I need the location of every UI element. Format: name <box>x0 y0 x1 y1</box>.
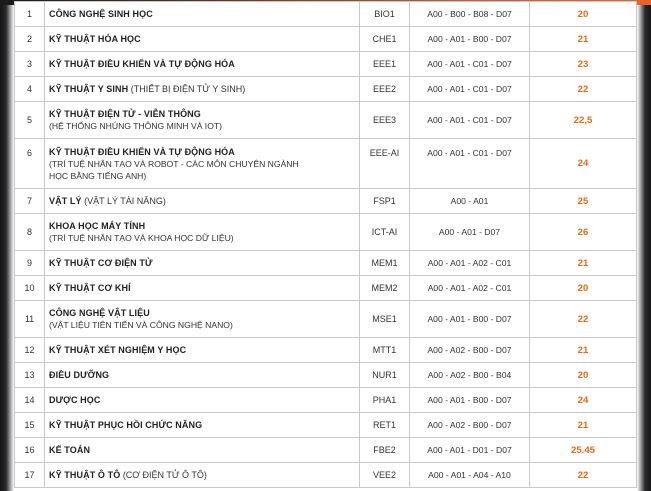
cutoff-score: 20 <box>530 276 637 301</box>
row-number: 10 <box>15 276 45 301</box>
row-number: 5 <box>15 102 45 139</box>
row-number: 8 <box>15 214 45 251</box>
subject-combinations: A00 - A01 - C01 - D07 <box>410 102 530 139</box>
major-code: RET1 <box>360 413 410 438</box>
subject-combinations: A00 - A01 <box>410 189 530 214</box>
major-code: FBE2 <box>360 438 410 463</box>
major-code: NUR1 <box>360 363 410 388</box>
major-code: MTT1 <box>360 338 410 363</box>
subject-combinations: A00 - A02 - B00 - D07 <box>410 338 530 363</box>
cutoff-score: 21 <box>530 27 637 52</box>
major-code: BIO1 <box>360 2 410 27</box>
major-name <box>45 438 360 463</box>
major-title: KỸ THUẬT ĐIỀU KHIỂN VÀ TỰ ĐỘNG HÓA <box>49 146 235 157</box>
cutoff-score: 21 <box>530 251 637 276</box>
major-code: EEE3 <box>360 102 410 139</box>
major-title: KỸ THUẬT ĐIỀU KHIỂN VÀ TỰ ĐỘNG HÓA <box>49 59 235 69</box>
subject-combinations: A00 - A01 - A02 - C01 <box>410 276 530 301</box>
table-row <box>15 214 637 251</box>
major-title: KỸ THUẬT XÉT NGHIỆM Y HỌC <box>49 345 187 355</box>
table-row <box>15 363 637 388</box>
row-number: 16 <box>15 438 45 463</box>
major-name <box>45 27 360 52</box>
subject-combinations: A00 - A01 - A02 - C01 <box>410 251 530 276</box>
cutoff-score: 20 <box>530 363 637 388</box>
table-row <box>15 27 637 52</box>
cutoff-score: 24 <box>530 139 637 189</box>
row-number: 1 <box>15 2 45 27</box>
subject-combinations: A00 - A01 - C01 - D07 <box>410 52 530 77</box>
major-specialization: (VẬT LÝ TÀI NĂNG) <box>84 196 166 206</box>
cutoff-score: 25.45 <box>530 438 637 463</box>
table-row <box>15 102 637 139</box>
major-name <box>45 463 360 488</box>
major-name <box>45 251 360 276</box>
row-number: 4 <box>15 77 45 102</box>
major-name <box>45 214 360 251</box>
major-name <box>45 102 360 139</box>
major-title: KỸ THUẬT HÓA HỌC <box>49 34 141 44</box>
subject-combinations: A00 - B00 - B08 - D07 <box>410 2 530 27</box>
major-name <box>45 189 360 214</box>
major-name <box>45 52 360 77</box>
table-row <box>15 2 637 27</box>
major-specialization-cont: HỌC BẰNG TIẾNG ANH) <box>49 170 147 181</box>
major-title: VẬT LÝ <box>49 196 82 206</box>
table-row <box>15 139 637 189</box>
subject-combinations: A00 - A01 - B00 - D07 <box>410 27 530 52</box>
major-code: FSP1 <box>360 189 410 214</box>
major-name <box>45 139 360 189</box>
subject-combinations: A00 - A02 - B00 - B04 <box>410 363 530 388</box>
cutoff-score: 24 <box>530 388 637 413</box>
major-code: EEE2 <box>360 77 410 102</box>
row-number: 2 <box>15 27 45 52</box>
major-title: CÔNG NGHỆ SINH HỌC <box>49 9 153 19</box>
row-number: 6 <box>15 139 45 189</box>
table-row <box>15 388 637 413</box>
major-name <box>45 301 360 338</box>
subject-combinations: A00 - A01 - C01 - D07 <box>410 139 530 189</box>
subject-combinations: A00 - A01 - B00 - D07 <box>410 301 530 338</box>
table-row <box>15 52 637 77</box>
cutoff-score: 25 <box>530 189 637 214</box>
major-name <box>45 276 360 301</box>
major-title: KỸ THUẬT ĐIỆN TỬ - VIỄN THÔNG <box>49 109 201 119</box>
major-specialization: (TRÍ TUỆ NHÂN TẠO VÀ ROBOT - CÁC MÔN CHUYÊN NGÀNH <box>49 158 299 169</box>
major-specialization: (CƠ ĐIỆN TỬ Ô TÔ) <box>122 470 207 480</box>
cutoff-score: 21 <box>530 338 637 363</box>
major-code: CHE1 <box>360 27 410 52</box>
row-number: 12 <box>15 338 45 363</box>
major-title: CÔNG NGHỆ VẬT LIỆU <box>49 308 150 318</box>
major-title: KỸ THUẬT PHỤC HỒI CHỨC NĂNG <box>49 420 203 430</box>
cutoff-score: 23 <box>530 52 637 77</box>
table-row <box>15 338 637 363</box>
major-title: KỸ THUẬT Y SINH <box>49 84 129 94</box>
cutoff-score: 20 <box>530 2 637 27</box>
cutoff-score: 22,5 <box>530 102 637 139</box>
row-number: 7 <box>15 189 45 214</box>
row-number: 3 <box>15 52 45 77</box>
major-title: DƯỢC HỌC <box>49 395 101 405</box>
row-number: 13 <box>15 363 45 388</box>
major-specialization: (HỆ THỐNG NHÚNG THÔNG MINH VÀ IOT) <box>49 121 222 131</box>
major-title: KỸ THUẬT Ô TÔ <box>49 470 121 480</box>
major-title: KHOA HỌC MÁY TÍNH <box>49 221 146 231</box>
row-number: 15 <box>15 413 45 438</box>
cutoff-score: 26 <box>530 214 637 251</box>
table-row <box>15 413 637 438</box>
row-number: 9 <box>15 251 45 276</box>
subject-combinations: A00 - A01 - C01 - D07 <box>410 77 530 102</box>
cutoff-score: 21 <box>530 413 637 438</box>
major-name <box>45 2 360 27</box>
admission-scores-table <box>14 1 637 488</box>
major-code: PHA1 <box>360 388 410 413</box>
cutoff-score: 22 <box>530 301 637 338</box>
major-title: ĐIỀU DƯỠNG <box>49 370 110 380</box>
major-code: MEM1 <box>360 251 410 276</box>
table-row <box>15 301 637 338</box>
row-number: 11 <box>15 301 45 338</box>
major-name <box>45 388 360 413</box>
major-specialization: (THIẾT BỊ ĐIỆN TỬ Y SINH) <box>130 84 246 94</box>
major-code: EEE1 <box>360 52 410 77</box>
subject-combinations: A00 - A01 - A04 - A10 <box>410 463 530 488</box>
table-row <box>15 276 637 301</box>
cutoff-score: 22 <box>530 77 637 102</box>
table-row <box>15 189 637 214</box>
major-code: VEE2 <box>360 463 410 488</box>
major-title: KỸ THUẬT CƠ KHÍ <box>49 283 131 293</box>
table-row <box>15 438 637 463</box>
row-number: 17 <box>15 463 45 488</box>
major-name <box>45 77 360 102</box>
table-row <box>15 463 637 488</box>
major-specialization: (TRÍ TUỆ NHÂN TẠO VÀ KHOA HỌC DỮ LIỆU) <box>49 233 234 243</box>
major-title: KỸ THUẬT CƠ ĐIỆN TỬ <box>49 258 153 268</box>
table-row <box>15 77 637 102</box>
major-name <box>45 363 360 388</box>
subject-combinations: A00 - A01 - D01 - D07 <box>410 438 530 463</box>
major-code: EEE-AI <box>360 139 410 189</box>
major-code: ICT-AI <box>360 214 410 251</box>
subject-combinations: A00 - A01 - B00 - D07 <box>410 388 530 413</box>
major-specialization: (VẬT LIỆU TIÊN TIẾN VÀ CÔNG NGHỆ NANO) <box>49 320 233 330</box>
subject-combinations: A00 - A02 - B00 - D07 <box>410 413 530 438</box>
major-code: MEM2 <box>360 276 410 301</box>
subject-combinations: A00 - A01 - D07 <box>410 214 530 251</box>
major-code: MSE1 <box>360 301 410 338</box>
major-title: KẾ TOÁN <box>49 445 91 455</box>
row-number: 14 <box>15 388 45 413</box>
major-name <box>45 338 360 363</box>
table-row <box>15 251 637 276</box>
cutoff-score: 22 <box>530 463 637 488</box>
major-name <box>45 413 360 438</box>
